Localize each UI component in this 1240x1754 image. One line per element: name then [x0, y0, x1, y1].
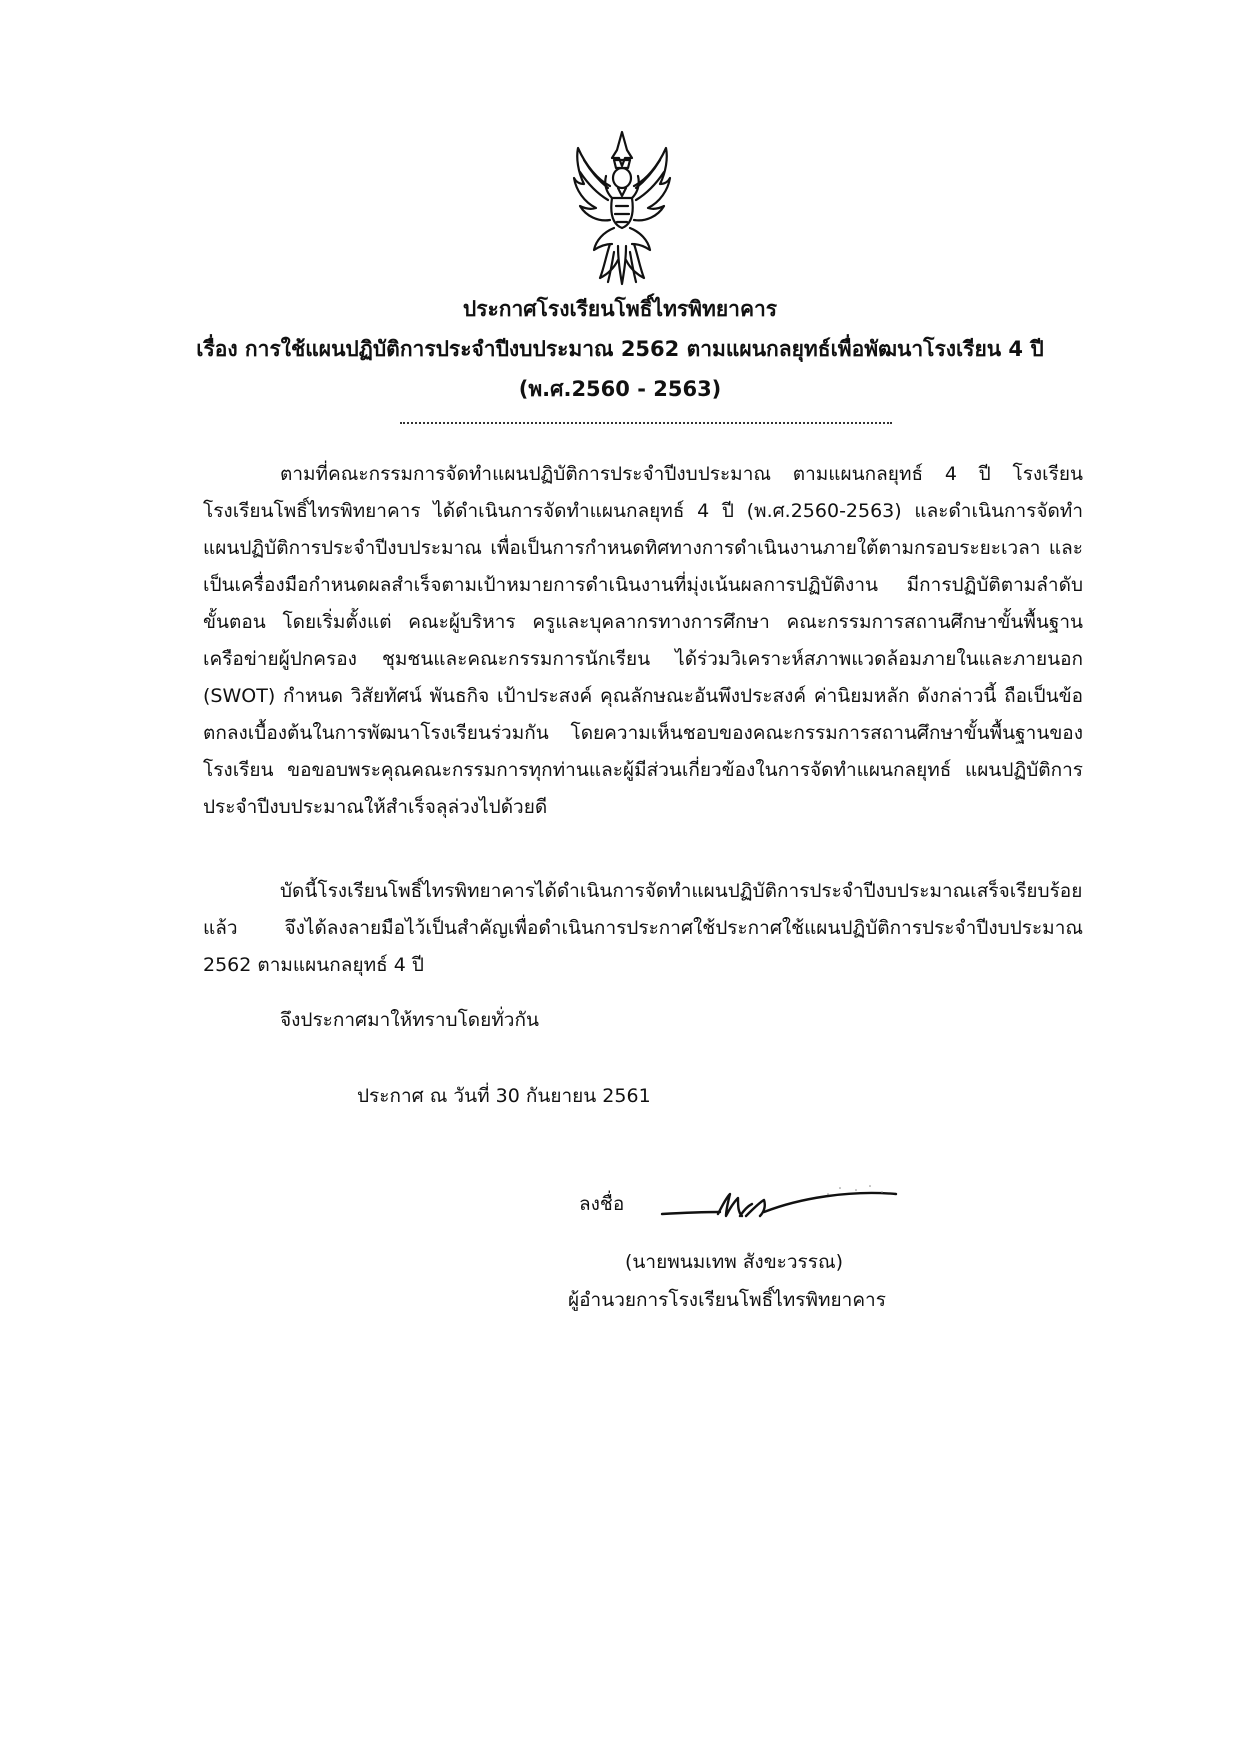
signer-name: (นายพนมเทพ สังขะวรรณ) — [625, 1251, 844, 1273]
announcement-subject: เรื่อง การใช้แผนปฏิบัติการประจำปีงบประมาณ 2562 ตามแผนกลยุทธ์เพื่อพัฒนาโรงเรียน 4 ปี — [196, 337, 1044, 361]
garuda-emblem-icon — [570, 128, 675, 288]
closing-statement: จึงประกาศมาให้ทราบโดยทั่วกัน — [280, 1009, 539, 1031]
announcement-date: ประกาศ ณ วันที่ 30 กันยายน 2561 — [357, 1085, 651, 1107]
dotted-divider — [400, 422, 892, 424]
handwritten-signature-icon — [660, 1180, 900, 1235]
body-paragraph-1: ตามที่คณะกรรมการจัดทำแผนปฏิบัติการประจำปีงบประมาณ ตามแผนกลยุทธ์ 4 ปี โรงเรียนโรงเรียนโพธิ์ไทรพิทยาคาร ได้ดำเนินการจัดทำแผนกลยุทธ์ 4 ปี (พ.ศ.2560-2563) และดำเนินการจัดทำแผนปฏิบัติการประจำปีงบประมาณ เพื่อเป็นการกำหนดทิศทางการดำเนินงานภายใต้ตามกรอบระยะเวลา และเป็นเครื่องมือกำหนดผลสำเร็จตามเป้าหมายการดำเนินงานที่มุ่งเน้นผลการปฏิบัติงาน มีการปฏิบัติตามลำดับขั้นตอน โดยเริ่มตั้งแต่ คณะผู้บริหาร ครูและบุคลากรทางการศึกษา คณะกรรมการสถานศึกษาขั้นพื้นฐาน เครือข่ายผู้ปกครอง ชุมชนและคณะกรรมการนักเรียน ได้ร่วมวิเคราะห์สภาพแวดล้อมภายในและภายนอก (SWOT) กำหนด วิสัยทัศน์ พันธกิจ เป้าประสงค์ คุณลักษณะอันพึงประสงค์ ค่านิยมหลัก ดังกล่าวนี้ ถือเป็นข้อตกลงเบื้องต้นในการพัฒนาโรงเรียนร่วมกัน โดยความเห็นชอบของคณะกรรมการสถานศึกษาขั้นพื้นฐานของโรงเรียน ขอขอบพระคุณคณะกรรมการทุกท่านและผู้มีส่วนเกี่ยวข้องในการจัดทำแผนกลยุทธ์ แผนปฏิบัติการประจำปีงบประมาณให้สำเร็จลุล่วงไปด้วยดี — [203, 463, 1083, 818]
announcement-period: (พ.ศ.2560 - 2563) — [518, 377, 722, 401]
announcement-title: ประกาศโรงเรียนโพธิ์ไทรพิทยาคาร — [462, 297, 778, 321]
signature-label: ลงชื่อ — [579, 1193, 625, 1215]
signer-position: ผู้อำนวยการโรงเรียนโพธิ์ไทรพิทยาคาร — [568, 1289, 886, 1311]
body-paragraph-2: บัดนี้โรงเรียนโพธิ์ไทรพิทยาคารได้ดำเนินการจัดทำแผนปฏิบัติการประจำปีงบประมาณเสร็จเรียบร้อยแล้ว จึงได้ลงลายมือไว้เป็นสำคัญเพื่อดำเนินการประกาศใช้ประกาศใช้แผนปฏิบัติการประจำปีงบประมาณ 2562 ตามแผนกลยุทธ์ 4 ปี — [203, 880, 1083, 976]
